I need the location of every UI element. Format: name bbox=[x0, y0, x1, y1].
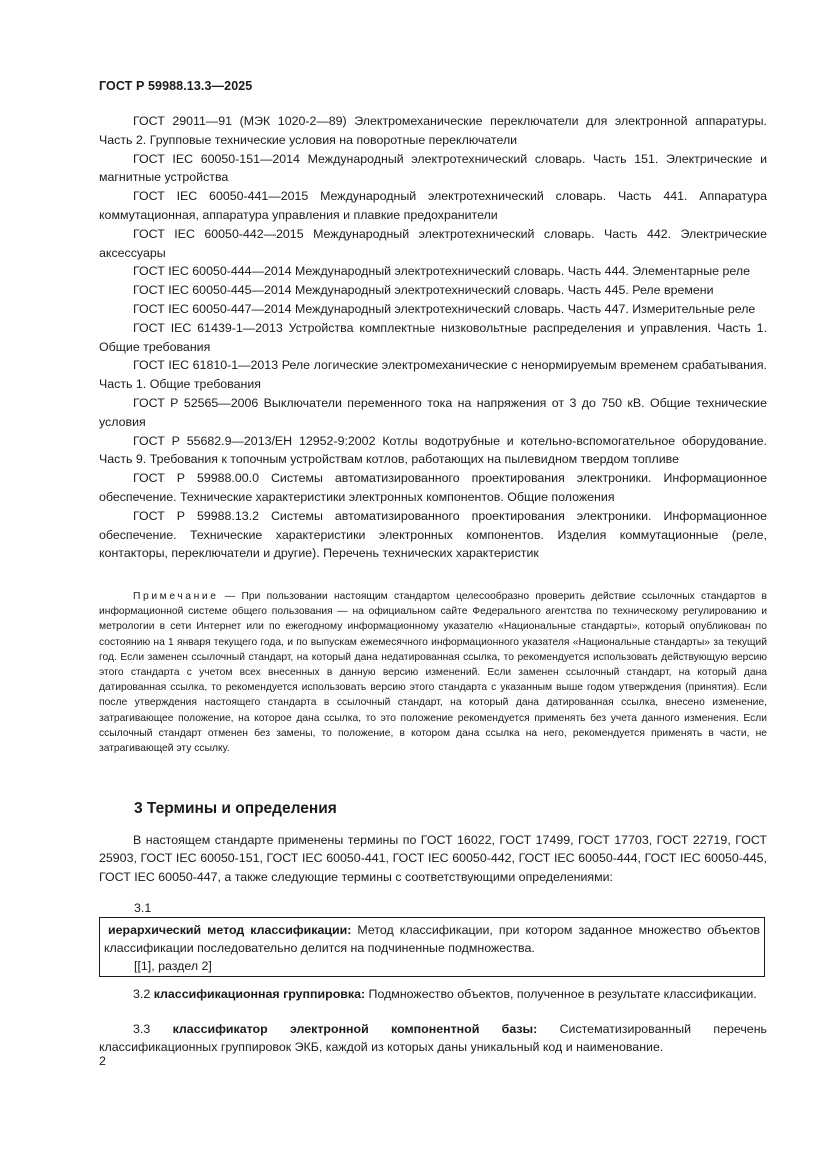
term-source: [[1], раздел 2] bbox=[134, 959, 212, 973]
reference-item: ГОСТ Р 52565—2006 Выключатели переменного тока на напряжения от 3 до 750 кВ. Общие технические условия bbox=[99, 395, 767, 429]
reference-item: ГОСТ Р 59988.13.2 Системы автоматизированного проектирования электроники. Информационное обеспечение. Технические характеристики электронных компонентов. Изделия коммутационные (реле, контакторы, переключатели и другие). Перечень технических характеристик bbox=[99, 508, 767, 561]
reference-item: ГОСТ 29011—91 (МЭК 1020-2—89) Электромеханические переключатели для электронной аппаратуры. Часть 2. Групповые технические условия на поворотные переключатели bbox=[99, 114, 767, 147]
reference-item: ГОСТ Р 55682.9—2013/ЕН 12952-9:2002 Котлы водотрубные и котельно-вспомогательное оборудование. Часть 9. Требования к топочным устройствам котлов, работающих на пылевидном твердом топливе bbox=[99, 433, 767, 467]
term-number: 3.1 bbox=[134, 901, 152, 915]
page-number: 2 bbox=[99, 1054, 106, 1068]
reference-item: ГОСТ IEC 60050-151—2014 Международный электротехнический словарь. Часть 151. Электрические и магнитные устройства bbox=[99, 151, 767, 185]
term-3-3-definition bbox=[99, 1020, 767, 1057]
note-text: — При пользовании настоящим стандартом целесообразно проверить действие ссылочных стандартов в информационной системе общего пользования — на официальном сайте Федерального агентства по техническому регулированию и метрологии в сети Интернет или по ежегодному информационному указателю «Национальные стандарты», который опубликован по состоянию на 1 января текущего года, и по выпускам ежемесячного информационного указателя «Национальные стандарты» за текущий год. Если заменен ссылочный стандарт, на который дана недатированная ссылка, то рекомендуется использовать действующую версию этого стандарта с учетом всех внесенных в данную версию изменений. Если заменен ссылочный стандарт, на который дана датированная ссылка, то рекомендуется использовать версию этого стандарта с указанным выше годом утверждения (принятия). Если после утверждения настоящего стандарта в ссылочный стандарт, на который дана датированная ссылка, внесено изменение, затрагивающее положение, на которое дана ссылка, то это положение рекомендуется применять без учета данного изменения. Если ссылочный стандарт отменен без замены, то положение, в котором дана ссылка на него, рекомендуется применять в части, не затрагивающей эту ссылку. bbox=[99, 591, 767, 755]
section-title: 3 Термины и определения bbox=[134, 800, 337, 817]
reference-item: ГОСТ IEC 60050-447—2014 Международный электротехнический словарь. Часть 447. Измерительные реле bbox=[133, 301, 756, 316]
term-definition: Метод классификации, при котором заданное множество объектов классификации последовательно делится на подчиненные подмножества. bbox=[104, 923, 760, 956]
term-definition: Подмножество объектов, полученное в результате классификации. bbox=[365, 987, 757, 1001]
document-header: ГОСТ Р 59988.13.3—2025 bbox=[99, 79, 253, 93]
term-definition: Систематизированный перечень классификационных группировок ЭКБ, каждой из которых даны уникальный код и наименование. bbox=[99, 1022, 767, 1055]
term-name: иерархический метод классификации: bbox=[108, 923, 352, 937]
section-intro: В настоящем стандарте применены термины по ГОСТ 16022, ГОСТ 17499, ГОСТ 17703, ГОСТ 22719, ГОСТ 25903, ГОСТ IEC 60050-151, ГОСТ IEC 60050-441, ГОСТ IEC 60050-442, ГОСТ IEC 60050-444, ГОСТ IEC 60050-445, ГОСТ IEC 60050-447, а также следующие термины с соответствующими определениями: bbox=[99, 833, 767, 884]
reference-item: ГОСТ IEC 61439-1—2013 Устройства комплектные низковольтные распределения и управления. Часть 1. Общие требования bbox=[99, 320, 767, 354]
term-name: классификационная группировка: bbox=[153, 987, 366, 1001]
reference-item: ГОСТ Р 59988.00.0 Системы автоматизированного проектирования электроники. Информационное обеспечение. Технические характеристики электронных компонентов. Общие положения bbox=[99, 471, 767, 504]
reference-item: ГОСТ IEC 60050-444—2014 Международный электротехнический словарь. Часть 444. Элементарные реле bbox=[133, 264, 750, 279]
reference-item: ГОСТ IEC 60050-441—2015 Международный электротехнический словарь. Часть 441. Аппаратура коммутационная, аппаратура управления и плавкие предохранители bbox=[99, 189, 767, 222]
term-number: 3.3 bbox=[133, 1022, 151, 1036]
reference-item: ГОСТ IEC 60050-445—2014 Международный электротехнический словарь. Часть 445. Реле времени bbox=[133, 283, 714, 298]
reference-item: ГОСТ IEC 61810-1—2013 Реле логические электромеханические с ненормируемым временем срабатывания. Часть 1. Общие требования bbox=[99, 358, 767, 392]
term-3-1-definition bbox=[104, 921, 760, 957]
note-label: Примечание bbox=[133, 591, 219, 602]
term-3-2-definition bbox=[99, 985, 767, 1003]
note-paragraph bbox=[99, 589, 767, 756]
term-name: классификатор электронной компонентной базы: bbox=[172, 1022, 538, 1036]
term-number: 3.2 bbox=[133, 987, 151, 1001]
normative-references-list bbox=[99, 112, 767, 563]
reference-item: ГОСТ IEC 60050-442—2015 Международный электротехнический словарь. Часть 442. Электрические аксессуары bbox=[99, 226, 767, 260]
